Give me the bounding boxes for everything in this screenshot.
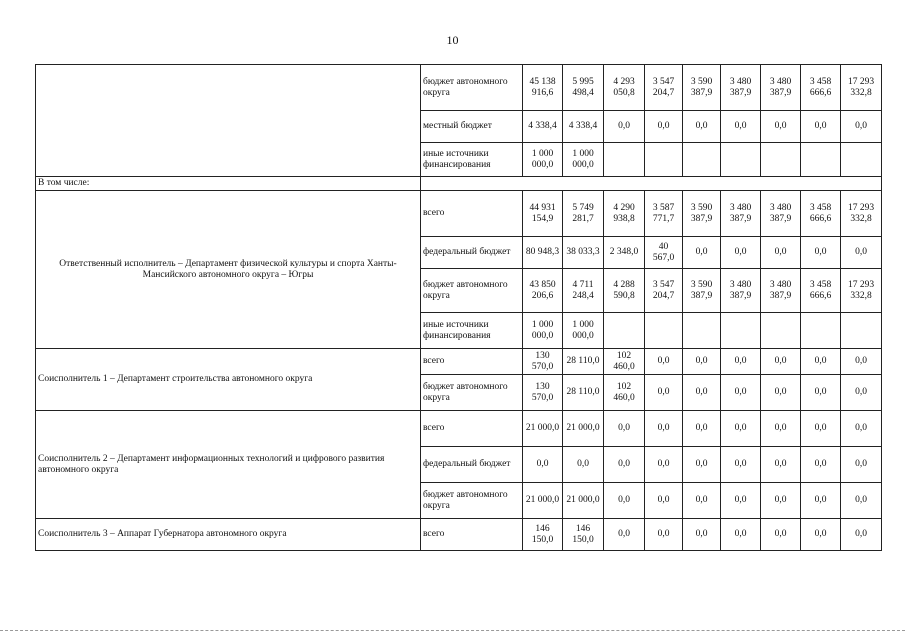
value-cell: 3 547 204,7 — [645, 269, 683, 313]
value-cell: 0,0 — [645, 111, 683, 143]
value-cell: 1 000 000,0 — [523, 313, 563, 349]
table-row — [36, 349, 882, 375]
value-cell: 0,0 — [645, 375, 683, 411]
funding-source: местный бюджет — [421, 111, 523, 143]
funding-source: бюджет автономного округа — [421, 269, 523, 313]
funding-source: всего — [421, 191, 523, 237]
value-cell — [841, 313, 882, 349]
value-cell — [604, 313, 645, 349]
value-cell: 1 000 000,0 — [563, 143, 604, 177]
value-cell: 0,0 — [721, 447, 761, 483]
value-cell: 0,0 — [721, 349, 761, 375]
value-cell: 3 480 387,9 — [761, 65, 801, 111]
funding-source: федеральный бюджет — [421, 447, 523, 483]
value-cell: 3 480 387,9 — [761, 269, 801, 313]
value-cell: 0,0 — [604, 447, 645, 483]
value-cell: 0,0 — [683, 375, 721, 411]
value-cell: 4 338,4 — [563, 111, 604, 143]
value-cell: 3 458 666,6 — [801, 269, 841, 313]
value-cell: 102 460,0 — [604, 349, 645, 375]
executor-label: Соисполнитель 2 – Департамент информационных технологий и цифрового развития автономного округа — [36, 411, 421, 519]
value-cell: 0,0 — [841, 375, 882, 411]
value-cell — [645, 313, 683, 349]
value-cell: 0,0 — [761, 411, 801, 447]
value-cell: 0,0 — [801, 447, 841, 483]
value-cell: 38 033,3 — [563, 237, 604, 269]
value-cell: 0,0 — [801, 111, 841, 143]
executor-label: Ответственный исполнитель – Департамент физической культуры и спорта Ханты-Мансийского автономного округа – Югры — [36, 191, 421, 349]
value-cell — [683, 313, 721, 349]
budget-table — [35, 64, 882, 551]
value-cell — [801, 143, 841, 177]
value-cell: 130 570,0 — [523, 375, 563, 411]
value-cell: 146 150,0 — [523, 519, 563, 551]
value-cell: 0,0 — [721, 519, 761, 551]
value-cell: 1 000 000,0 — [523, 143, 563, 177]
value-cell: 45 138 916,6 — [523, 65, 563, 111]
value-cell: 0,0 — [721, 375, 761, 411]
table-row — [36, 519, 882, 551]
value-cell: 4 711 248,4 — [563, 269, 604, 313]
table-row — [36, 177, 882, 191]
value-cell: 146 150,0 — [563, 519, 604, 551]
value-cell: 3 480 387,9 — [721, 191, 761, 237]
value-cell: 0,0 — [761, 483, 801, 519]
funding-source: всего — [421, 349, 523, 375]
executor-label: Соисполнитель 1 – Департамент строительства автономного округа — [36, 349, 421, 411]
funding-source: всего — [421, 411, 523, 447]
value-cell: 0,0 — [604, 111, 645, 143]
value-cell: 0,0 — [683, 349, 721, 375]
value-cell: 0,0 — [761, 519, 801, 551]
value-cell: 0,0 — [761, 349, 801, 375]
value-cell: 0,0 — [604, 519, 645, 551]
funding-source: иные источники финансирования — [421, 313, 523, 349]
table-row — [36, 65, 882, 111]
value-cell — [604, 143, 645, 177]
value-cell: 43 850 206,6 — [523, 269, 563, 313]
value-cell: 3 590 387,9 — [683, 269, 721, 313]
value-cell: 40 567,0 — [645, 237, 683, 269]
value-cell: 17 293 332,8 — [841, 65, 882, 111]
value-cell: 3 590 387,9 — [683, 65, 721, 111]
value-cell: 0,0 — [801, 483, 841, 519]
value-cell: 0,0 — [523, 447, 563, 483]
value-cell: 0,0 — [761, 111, 801, 143]
value-cell: 0,0 — [645, 483, 683, 519]
value-cell: 0,0 — [683, 237, 721, 269]
value-cell: 0,0 — [683, 519, 721, 551]
value-cell: 3 458 666,6 — [801, 191, 841, 237]
value-cell: 3 458 666,6 — [801, 65, 841, 111]
value-cell: 0,0 — [841, 483, 882, 519]
value-cell: 0,0 — [841, 411, 882, 447]
value-cell: 3 587 771,7 — [645, 191, 683, 237]
value-cell — [683, 143, 721, 177]
value-cell: 130 570,0 — [523, 349, 563, 375]
value-cell: 0,0 — [841, 111, 882, 143]
value-cell: 0,0 — [683, 483, 721, 519]
value-cell: 3 590 387,9 — [683, 191, 721, 237]
executor-label: Соисполнитель 3 – Аппарат Губернатора автономного округа — [36, 519, 421, 551]
value-cell: 102 460,0 — [604, 375, 645, 411]
value-cell: 0,0 — [604, 483, 645, 519]
funding-source: бюджет автономного округа — [421, 375, 523, 411]
value-cell — [721, 313, 761, 349]
value-cell: 0,0 — [645, 411, 683, 447]
value-cell: 0,0 — [563, 447, 604, 483]
value-cell: 0,0 — [841, 349, 882, 375]
value-cell: 28 110,0 — [563, 375, 604, 411]
empty-cell — [421, 177, 882, 191]
value-cell: 0,0 — [683, 447, 721, 483]
value-cell — [841, 143, 882, 177]
value-cell: 0,0 — [761, 237, 801, 269]
value-cell: 0,0 — [801, 375, 841, 411]
value-cell: 0,0 — [801, 411, 841, 447]
value-cell: 0,0 — [683, 111, 721, 143]
value-cell: 21 000,0 — [523, 411, 563, 447]
value-cell: 0,0 — [841, 447, 882, 483]
value-cell — [801, 313, 841, 349]
value-cell: 21 000,0 — [563, 411, 604, 447]
value-cell: 3 480 387,9 — [721, 65, 761, 111]
value-cell: 0,0 — [721, 411, 761, 447]
value-cell: 0,0 — [645, 349, 683, 375]
value-cell: 0,0 — [604, 411, 645, 447]
executor-label — [36, 65, 421, 177]
value-cell: 0,0 — [841, 519, 882, 551]
value-cell: 0,0 — [721, 237, 761, 269]
value-cell: 5 749 281,7 — [563, 191, 604, 237]
value-cell: 0,0 — [645, 519, 683, 551]
value-cell: 2 348,0 — [604, 237, 645, 269]
budget-table-body — [36, 65, 882, 551]
funding-source: всего — [421, 519, 523, 551]
funding-source: иные источники финансирования — [421, 143, 523, 177]
value-cell: 21 000,0 — [563, 483, 604, 519]
value-cell: 0,0 — [721, 483, 761, 519]
value-cell: 0,0 — [761, 375, 801, 411]
value-cell: 21 000,0 — [523, 483, 563, 519]
table-row — [36, 411, 882, 447]
value-cell: 0,0 — [801, 519, 841, 551]
value-cell: 3 480 387,9 — [721, 269, 761, 313]
value-cell: 44 931 154,9 — [523, 191, 563, 237]
table-row — [36, 191, 882, 237]
value-cell: 3 547 204,7 — [645, 65, 683, 111]
value-cell: 28 110,0 — [563, 349, 604, 375]
value-cell: 4 338,4 — [523, 111, 563, 143]
value-cell: 0,0 — [801, 237, 841, 269]
value-cell: 0,0 — [761, 447, 801, 483]
value-cell: 4 290 938,8 — [604, 191, 645, 237]
value-cell — [761, 313, 801, 349]
funding-source: бюджет автономного округа — [421, 483, 523, 519]
in-total-label: В том числе: — [36, 177, 421, 191]
value-cell: 17 293 332,8 — [841, 269, 882, 313]
page-number: 10 — [446, 33, 459, 47]
value-cell: 0,0 — [683, 411, 721, 447]
value-cell: 0,0 — [721, 111, 761, 143]
value-cell: 4 288 590,8 — [604, 269, 645, 313]
funding-source: федеральный бюджет — [421, 237, 523, 269]
value-cell — [645, 143, 683, 177]
value-cell: 17 293 332,8 — [841, 191, 882, 237]
value-cell: 5 995 498,4 — [563, 65, 604, 111]
value-cell: 4 293 050,8 — [604, 65, 645, 111]
value-cell: 0,0 — [801, 349, 841, 375]
value-cell: 0,0 — [645, 447, 683, 483]
value-cell: 3 480 387,9 — [761, 191, 801, 237]
funding-source: бюджет автономного округа — [421, 65, 523, 111]
value-cell — [721, 143, 761, 177]
value-cell: 1 000 000,0 — [563, 313, 604, 349]
scan-edge-line — [0, 630, 905, 631]
value-cell — [761, 143, 801, 177]
value-cell: 80 948,3 — [523, 237, 563, 269]
value-cell: 0,0 — [841, 237, 882, 269]
